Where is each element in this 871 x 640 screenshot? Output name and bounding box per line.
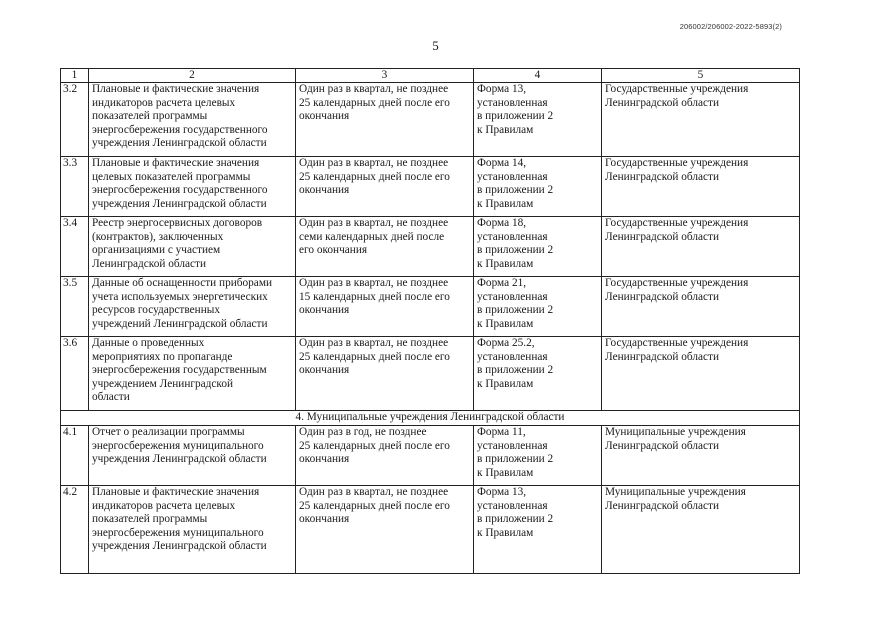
column-header: 1 — [61, 69, 89, 83]
table-row — [61, 486, 800, 574]
row-number: 4.2 — [61, 486, 89, 574]
report-name: Плановые и фактические значения целевых показателей программы энергосбережения государственного учреждения Ленинградской области — [89, 157, 296, 217]
report-name: Реестр энергосервисных договоров (контрактов), заключенных организациями с участием Ленинградской области — [89, 217, 296, 277]
report-name: Отчет о реализации программы энергосбережения муниципального учреждения Ленинградской области — [89, 426, 296, 486]
report-form: Форма 25.2, установленная в приложении 2 к Правилам — [474, 337, 602, 411]
report-period: Один раз в квартал, не позднее 25 календарных дней после его окончания — [296, 157, 474, 217]
report-period: Один раз в квартал, не позднее 25 календарных дней после его окончания — [296, 83, 474, 157]
column-header: 3 — [296, 69, 474, 83]
report-period: Один раз в квартал, не позднее 15 календарных дней после его окончания — [296, 277, 474, 337]
section-heading-row — [61, 411, 800, 426]
reporting-table — [60, 68, 800, 574]
report-name: Данные о проведенных мероприятиях по пропаганде энергосбережения государственным учреждением Ленинградской области — [89, 337, 296, 411]
report-recipient: Муниципальные учреждения Ленинградской области — [602, 486, 800, 574]
report-period: Один раз в год, не позднее 25 календарных дней после его окончания — [296, 426, 474, 486]
report-recipient: Государственные учреждения Ленинградской области — [602, 157, 800, 217]
report-form: Форма 11, установленная в приложении 2 к Правилам — [474, 426, 602, 486]
column-header: 4 — [474, 69, 602, 83]
report-recipient: Государственные учреждения Ленинградской области — [602, 83, 800, 157]
report-form: Форма 14, установленная в приложении 2 к Правилам — [474, 157, 602, 217]
report-form: Форма 21, установленная в приложении 2 к Правилам — [474, 277, 602, 337]
section-heading: 4. Муниципальные учреждения Ленинградской области — [61, 411, 800, 426]
row-number: 3.6 — [61, 337, 89, 411]
table-row — [61, 337, 800, 411]
report-name: Данные об оснащенности приборами учета используемых энергетических ресурсов государственных учреждений Ленинградской области — [89, 277, 296, 337]
row-number: 4.1 — [61, 426, 89, 486]
row-number: 3.2 — [61, 83, 89, 157]
report-recipient: Государственные учреждения Ленинградской области — [602, 217, 800, 277]
table-row — [61, 157, 800, 217]
report-name: Плановые и фактические значения индикаторов расчета целевых показателей программы энергосбережения государственного учреждения Ленинградской области — [89, 83, 296, 157]
document-id: 206002/206002-2022-5893(2) — [679, 22, 782, 31]
row-number: 3.3 — [61, 157, 89, 217]
report-form: Форма 13, установленная в приложении 2 к Правилам — [474, 486, 602, 574]
report-recipient: Государственные учреждения Ленинградской области — [602, 277, 800, 337]
report-form: Форма 18, установленная в приложении 2 к Правилам — [474, 217, 602, 277]
report-period: Один раз в квартал, не позднее 25 календарных дней после его окончания — [296, 337, 474, 411]
table-header-row — [61, 69, 800, 83]
report-name: Плановые и фактические значения индикаторов расчета целевых показателей программы энергосбережения муниципального учреждения Ленинградской области — [89, 486, 296, 574]
column-header: 5 — [602, 69, 800, 83]
row-number: 3.5 — [61, 277, 89, 337]
page-number: 5 — [432, 38, 439, 53]
report-period: Один раз в квартал, не позднее семи календарных дней после его окончания — [296, 217, 474, 277]
table-row — [61, 217, 800, 277]
report-recipient: Муниципальные учреждения Ленинградской области — [602, 426, 800, 486]
report-period: Один раз в квартал, не позднее 25 календарных дней после его окончания — [296, 486, 474, 574]
table-row — [61, 277, 800, 337]
report-recipient: Государственные учреждения Ленинградской области — [602, 337, 800, 411]
column-header: 2 — [89, 69, 296, 83]
row-number: 3.4 — [61, 217, 89, 277]
report-form: Форма 13, установленная в приложении 2 к Правилам — [474, 83, 602, 157]
table-row — [61, 83, 800, 157]
table-row — [61, 426, 800, 486]
